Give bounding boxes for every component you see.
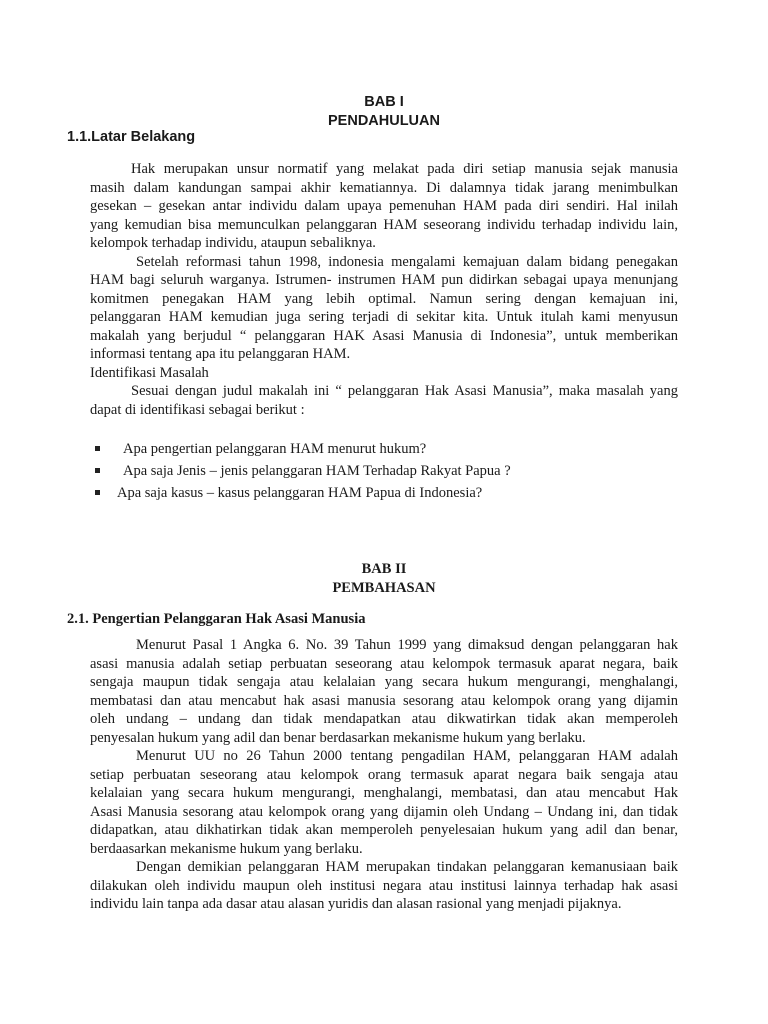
section-2-1-heading: 2.1. Pengertian Pelanggaran Hak Asasi Manusia — [67, 611, 366, 627]
text-line: makalah yang berjudul “ pelanggaran HAK Asasi Manusia di Indonesia”, untuk memberikan — [90, 327, 678, 344]
text-line: Sesuai dengan judul makalah ini “ pelanggaran Hak Asasi Manusia”, maka masalah yang — [131, 383, 678, 399]
section-1-1-heading: 1.1.Latar Belakang — [67, 129, 196, 145]
text-line: masih dalam kandungan sampai akhir kematiannya. Di dalamnya tidak jarang menimbulkan — [90, 179, 678, 196]
section-2-1-body — [90, 636, 678, 914]
list-item — [90, 482, 678, 504]
text-line: setiap perbuatan seseorang atau kelompok orang termasuk aparat negara baik sengaja atau — [90, 766, 678, 783]
section-2-1-paragraph-1 — [90, 636, 678, 747]
text-line: sengaja maupun tidak sengaja atau kelalaian yang secara hukum mengurangi, menghalangi, — [90, 674, 678, 690]
chapter-1-number: BAB I — [364, 94, 404, 110]
text-line: dilakukan oleh individu maupun oleh institusi negara atau institusi lainnya terhadap hak asasi — [90, 877, 678, 894]
chapter-2-number: BAB II — [361, 561, 407, 577]
text-line: informasi tentang apa itu pelanggaran HAM. — [90, 346, 351, 362]
section-1-1-body — [90, 160, 678, 419]
text-line: Hak merupakan unsur normatif yang melakat pada diri setiap manusia sejak manusia — [131, 161, 678, 177]
section-2-1-paragraph-3 — [90, 858, 678, 914]
list-item — [90, 438, 678, 460]
bullet-icon — [95, 490, 100, 495]
text-line: didapatkan, atau dikhatirkan tidak akan memperoleh penyelesaian hukum yang adil dan benar, — [90, 822, 678, 838]
text-line: dapat di identifikasi sebagai berikut : — [90, 401, 305, 418]
text-line: individu lain tanpa ada dasar atau alasan yuridis dan alasan rasional yang menjadi pijaknya. — [90, 896, 622, 912]
bullet-icon — [95, 468, 100, 473]
section-1-1-paragraph-1 — [90, 160, 678, 253]
text-line: kelompok terhadap individu, ataupun sebaliknya. — [90, 235, 376, 251]
document-page — [67, 0, 678, 1024]
text-line: penyesalan hukum yang adil dan benar berdasarkan mekanisme hukum yang berlaku. — [90, 729, 586, 746]
chapter-1-title: PENDAHULUAN — [328, 113, 440, 129]
text-line: Menurut Pasal 1 Angka 6. No. 39 Tahun 1999 yang dimaksud dengan pelanggaran hak — [136, 637, 678, 653]
section-1-1-paragraph-2 — [90, 253, 678, 364]
chapter-2-heading — [90, 560, 678, 598]
question-list — [90, 438, 678, 504]
text-line: komitmen penegakan HAM yang lebih optimal. Namun sering dengan kemajuan ini, — [90, 290, 678, 307]
text-line: membatasi dan atau mencabut hak asasi manusia sesorang atau kelompok orang yang dijamin — [90, 692, 678, 709]
text-line: yang kemudian bisa memunculkan pelanggaran HAM seseorang individu terhadap individu lain, — [90, 216, 678, 233]
list-item — [90, 460, 678, 482]
identifikasi-label: Identifikasi Masalah — [90, 364, 209, 381]
chapter-2-title: PEMBAHASAN — [332, 580, 436, 596]
text-line: HAM bagi seluruh warganya. Istrumen- instrumen HAM pun didirkan sebagai upaya menunjang — [90, 272, 678, 288]
text-line: asasi manusia adalah setiap perbuatan seseorang atau kelompok termasuk aparat negara, baik — [90, 655, 678, 672]
question-text: Apa saja kasus – kasus pelanggaran HAM Papua di Indonesia? — [117, 485, 483, 501]
text-line: berdaasarkan mekanisme hukum yang berlaku. — [90, 840, 363, 857]
text-line: pelanggaran HAM kemudian juga sering terjadi di sekitar kita. Untuk itulah kami menyusun — [90, 309, 678, 325]
text-line: Dengan demikian pelanggaran HAM merupakan tindakan pelanggaran kemanusiaan baik — [136, 859, 678, 875]
identifikasi-block — [90, 364, 678, 420]
question-text: Apa saja Jenis – jenis pelanggaran HAM Terhadap Rakyat Papua ? — [123, 463, 511, 479]
text-line: gesekan – gesekan antar individu dalam upaya pemenuhan HAM pada diri sendiri. Hal inilah — [90, 198, 678, 214]
bullet-icon — [95, 446, 100, 451]
text-line: kelalaian yang secara hukum mengurangi, menghalangi, membatasi, dan atau mencabut Hak — [90, 785, 678, 801]
text-line: Asasi Manusia sesorang atau kelompok orang yang dijamin oleh Undang – Undang ini, dan tidak — [90, 803, 678, 820]
text-line: Menurut UU no 26 Tahun 2000 tentang pengadilan HAM, pelanggaran HAM adalah — [136, 748, 678, 764]
question-text: Apa pengertian pelanggaran HAM menurut hukum? — [123, 441, 427, 457]
text-line: oleh undang – undang dan tidak mendapatkan atau dikwatirkan tidak akan memperoleh — [90, 711, 678, 727]
text-line: Setelah reformasi tahun 1998, indonesia mengalami kemajuan dalam bidang penegakan — [136, 253, 678, 270]
chapter-1-heading — [90, 93, 678, 131]
section-2-1-paragraph-2 — [90, 747, 678, 858]
